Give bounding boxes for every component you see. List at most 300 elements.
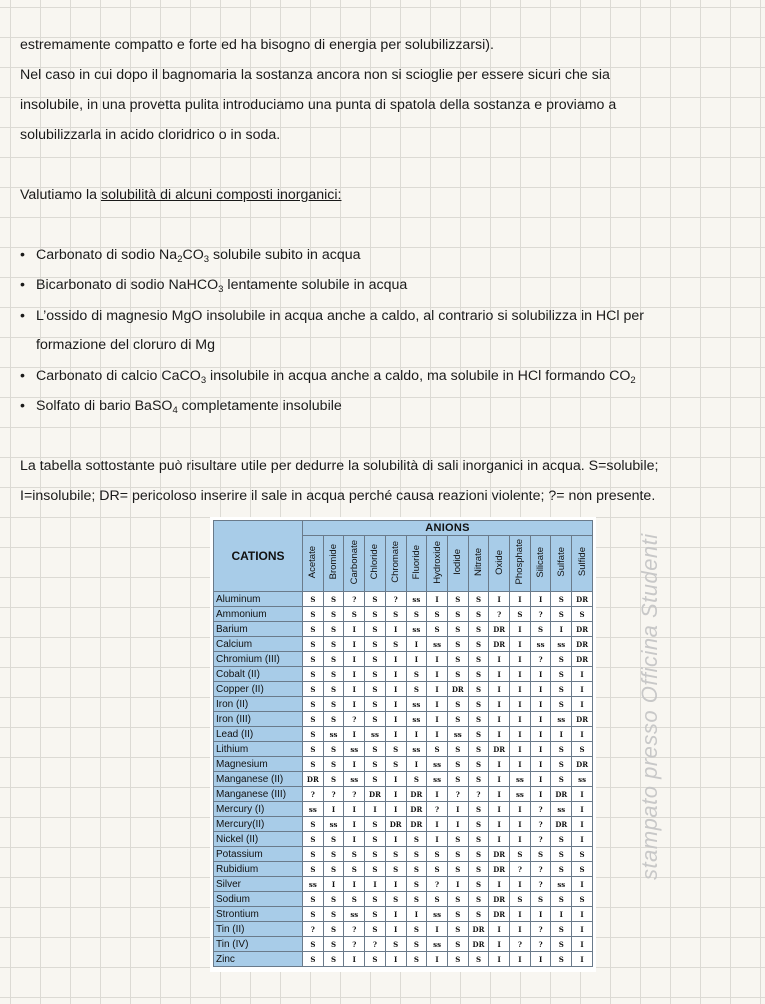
solubility-cell: S: [303, 862, 324, 877]
solubility-cell: DR: [551, 817, 572, 832]
solubility-cell: S: [447, 697, 468, 712]
cation-name: Tin (IV): [214, 937, 303, 952]
solubility-cell: I: [510, 757, 531, 772]
solubility-cell: S: [468, 742, 489, 757]
solubility-cell: S: [406, 952, 427, 967]
solubility-cell: I: [510, 667, 531, 682]
cation-name: Calcium: [214, 637, 303, 652]
table-row: [214, 892, 593, 907]
solubility-cell: S: [427, 742, 448, 757]
solubility-cell: ss: [365, 727, 386, 742]
cation-name: Iron (II): [214, 697, 303, 712]
solubility-cell: S: [303, 682, 324, 697]
anion-header: Hydroxide: [427, 536, 448, 592]
solubility-cell: ss: [530, 637, 551, 652]
table-row: [214, 862, 593, 877]
solubility-cell: ?: [344, 712, 365, 727]
solubility-cell: S: [303, 817, 324, 832]
solubility-cell: I: [344, 682, 365, 697]
solubility-cell: S: [510, 607, 531, 622]
solubility-cell: S: [468, 832, 489, 847]
solubility-cell: ?: [303, 787, 324, 802]
solubility-cell: I: [323, 802, 344, 817]
solubility-cell: S: [447, 892, 468, 907]
solubility-cell: S: [365, 832, 386, 847]
solubility-cell: S: [406, 937, 427, 952]
solubility-cell: DR: [447, 682, 468, 697]
solubility-cell: I: [344, 757, 365, 772]
solubility-cell: S: [572, 862, 593, 877]
solubility-cell: I: [385, 802, 406, 817]
solubility-cell: I: [489, 697, 510, 712]
solubility-cell: ?: [530, 877, 551, 892]
solubility-cell: S: [468, 847, 489, 862]
solubility-cell: S: [365, 892, 386, 907]
solubility-cell: S: [447, 862, 468, 877]
table-row: [214, 667, 593, 682]
solubility-cell: S: [303, 847, 324, 862]
solubility-cell: I: [572, 907, 593, 922]
solubility-cell: I: [344, 832, 365, 847]
solubility-cell: S: [468, 817, 489, 832]
solubility-cell: DR: [489, 892, 510, 907]
solubility-cell: DR: [468, 922, 489, 937]
solubility-cell: I: [406, 757, 427, 772]
solubility-cell: S: [303, 712, 324, 727]
solubility-cell: S: [365, 952, 386, 967]
solubility-cell: ss: [406, 697, 427, 712]
solubility-cell: I: [365, 802, 386, 817]
solubility-cell: ?: [323, 787, 344, 802]
paragraph-line-1: estremamente compatto e forte ed ha bisogno di energia per solubilizzarsi).: [20, 37, 494, 53]
cation-name: Barium: [214, 622, 303, 637]
solubility-cell: DR: [572, 622, 593, 637]
solubility-cell: S: [406, 682, 427, 697]
solubility-cell: I: [344, 637, 365, 652]
solubility-cell: ss: [551, 637, 572, 652]
solubility-cell: S: [303, 832, 324, 847]
solubility-cell: I: [385, 727, 406, 742]
cation-name: Ammonium: [214, 607, 303, 622]
solubility-cell: S: [468, 802, 489, 817]
solubility-cell: S: [365, 712, 386, 727]
solubility-cell: I: [344, 952, 365, 967]
solubility-cell: ss: [406, 742, 427, 757]
solubility-cell: I: [427, 682, 448, 697]
solubility-cell: S: [447, 772, 468, 787]
solubility-cell: I: [572, 667, 593, 682]
solubility-cell: S: [551, 862, 572, 877]
solubility-cell: I: [427, 727, 448, 742]
solubility-cell: S: [406, 832, 427, 847]
solubility-cell: S: [323, 682, 344, 697]
solubility-cell: S: [447, 832, 468, 847]
solubility-cell: ?: [530, 862, 551, 877]
solubility-cell: ss: [323, 817, 344, 832]
solubility-cell: DR: [385, 817, 406, 832]
solubility-cell: I: [551, 622, 572, 637]
solubility-cell: S: [447, 847, 468, 862]
cation-name: Lead (II): [214, 727, 303, 742]
solubility-cell: S: [447, 742, 468, 757]
solubility-cell: ss: [344, 772, 365, 787]
solubility-cell: S: [323, 622, 344, 637]
solubility-cell: S: [323, 697, 344, 712]
solubility-cell: I: [427, 667, 448, 682]
solubility-cell: ?: [510, 937, 531, 952]
solubility-cell: I: [530, 727, 551, 742]
solubility-cell: I: [406, 652, 427, 667]
solubility-cell: I: [489, 922, 510, 937]
solubility-cell: I: [530, 742, 551, 757]
solubility-cell: S: [551, 697, 572, 712]
solubility-cell: I: [572, 952, 593, 967]
bullet-icon: •: [20, 277, 25, 293]
solubility-cell: S: [468, 892, 489, 907]
solubility-cell: ss: [427, 937, 448, 952]
solubility-cell: S: [427, 847, 448, 862]
solubility-cell: S: [303, 652, 324, 667]
anions-header: ANIONS: [303, 521, 593, 536]
solubility-cell: I: [510, 712, 531, 727]
solubility-cell: S: [530, 847, 551, 862]
solubility-cell: S: [447, 637, 468, 652]
solubility-cell: S: [447, 757, 468, 772]
solubility-cell: S: [303, 727, 324, 742]
cation-name: Aluminum: [214, 592, 303, 607]
solubility-cell: S: [468, 607, 489, 622]
solubility-cell: I: [510, 802, 531, 817]
bullet-icon: •: [20, 398, 25, 414]
solubility-cell: S: [406, 847, 427, 862]
solubility-cell: DR: [406, 817, 427, 832]
solubility-cell: S: [447, 622, 468, 637]
solubility-cell: I: [510, 817, 531, 832]
cation-name: Tin (II): [214, 922, 303, 937]
solubility-cell: S: [323, 637, 344, 652]
solubility-cell: S: [365, 772, 386, 787]
table-row: [214, 622, 593, 637]
solubility-cell: S: [468, 727, 489, 742]
cation-name: Zinc: [214, 952, 303, 967]
solubility-cell: S: [468, 697, 489, 712]
solubility-cell: DR: [489, 907, 510, 922]
solubility-cell: S: [551, 667, 572, 682]
cation-name: Cobalt (II): [214, 667, 303, 682]
solubility-cell: S: [427, 607, 448, 622]
solubility-cell: I: [427, 652, 448, 667]
solubility-cell: S: [323, 757, 344, 772]
solubility-cell: I: [510, 697, 531, 712]
cation-name: Strontium: [214, 907, 303, 922]
solubility-cell: I: [510, 592, 531, 607]
solubility-cell: S: [385, 937, 406, 952]
solubility-cell: S: [323, 937, 344, 952]
solubility-cell: I: [447, 802, 468, 817]
solubility-cell: DR: [489, 847, 510, 862]
solubility-cell: S: [365, 742, 386, 757]
solubility-cell: S: [468, 667, 489, 682]
solubility-cell: S: [427, 862, 448, 877]
solubility-cell: I: [572, 922, 593, 937]
solubility-cell: S: [427, 622, 448, 637]
bullet-icon: •: [20, 247, 25, 263]
table-row: [214, 712, 593, 727]
solubility-cell: S: [303, 697, 324, 712]
table-row: [214, 592, 593, 607]
solubility-cell: S: [551, 937, 572, 952]
solubility-cell: S: [365, 622, 386, 637]
solubility-cell: S: [551, 652, 572, 667]
solubility-cell: I: [447, 877, 468, 892]
cation-name: Rubidium: [214, 862, 303, 877]
solubility-cell: ?: [468, 787, 489, 802]
cation-name: Chromium (III): [214, 652, 303, 667]
cation-name: Lithium: [214, 742, 303, 757]
solubility-cell: S: [365, 682, 386, 697]
solubility-cell: I: [530, 952, 551, 967]
solubility-cell: S: [468, 592, 489, 607]
solubility-cell: I: [530, 592, 551, 607]
table-row: [214, 952, 593, 967]
intro-prefix: Valutiamo la: [20, 187, 101, 203]
table-row: [214, 757, 593, 772]
solubility-cell: S: [530, 622, 551, 637]
solubility-cell: ?: [344, 787, 365, 802]
solubility-cell: S: [385, 757, 406, 772]
solubility-cell: S: [303, 952, 324, 967]
solubility-cell: S: [447, 922, 468, 937]
solubility-cell: S: [427, 892, 448, 907]
solubility-cell: DR: [406, 802, 427, 817]
bullet-icon: •: [20, 308, 25, 324]
solubility-cell: DR: [489, 622, 510, 637]
solubility-cell: I: [510, 907, 531, 922]
solubility-cell: DR: [406, 787, 427, 802]
anion-header: Phosphate: [510, 536, 531, 592]
solubility-cell: I: [572, 802, 593, 817]
solubility-cell: I: [489, 937, 510, 952]
solubility-cell: I: [489, 817, 510, 832]
solubility-cell: S: [447, 937, 468, 952]
solubility-cell: S: [323, 847, 344, 862]
table-row: [214, 727, 593, 742]
anion-header: Nitrate: [468, 536, 489, 592]
solubility-cell: ss: [551, 877, 572, 892]
solubility-cell: S: [551, 952, 572, 967]
solubility-cell: S: [385, 637, 406, 652]
solubility-cell: ss: [427, 637, 448, 652]
paragraph-line-2: Nel caso in cui dopo il bagnomaria la sostanza ancora non si scioglie per essere sicuri che sia: [20, 67, 610, 83]
cation-name: Mercury(II): [214, 817, 303, 832]
solubility-cell: I: [489, 772, 510, 787]
solubility-cell: S: [551, 847, 572, 862]
solubility-cell: I: [344, 622, 365, 637]
cation-name: Nickel (II): [214, 832, 303, 847]
solubility-cell: S: [468, 712, 489, 727]
solubility-cell: I: [510, 877, 531, 892]
solubility-cell: I: [572, 937, 593, 952]
solubility-cell: I: [510, 652, 531, 667]
solubility-cell: I: [427, 817, 448, 832]
solubility-cell: S: [344, 892, 365, 907]
solubility-cell: S: [344, 607, 365, 622]
solubility-cell: I: [510, 952, 531, 967]
bullet-continuation: formazione del cloruro di Mg: [36, 337, 215, 353]
table-row: [214, 907, 593, 922]
solubility-cell: S: [406, 877, 427, 892]
solubility-cell: DR: [572, 712, 593, 727]
solubility-cell: I: [385, 787, 406, 802]
solubility-cell: S: [365, 667, 386, 682]
solubility-cell: DR: [489, 637, 510, 652]
solubility-cell: ?: [344, 922, 365, 937]
solubility-cell: I: [489, 802, 510, 817]
solubility-cell: I: [530, 787, 551, 802]
solubility-cell: I: [427, 592, 448, 607]
cation-name: Sodium: [214, 892, 303, 907]
solubility-cell: S: [572, 847, 593, 862]
solubility-cell: S: [323, 907, 344, 922]
solubility-cell: I: [406, 907, 427, 922]
solubility-cell: S: [530, 892, 551, 907]
solubility-cell: S: [303, 592, 324, 607]
solubility-cell: S: [406, 922, 427, 937]
solubility-cell: ?: [365, 937, 386, 952]
solubility-cell: S: [468, 637, 489, 652]
table-row: [214, 787, 593, 802]
solubility-cell: I: [344, 817, 365, 832]
anion-header: Silicate: [530, 536, 551, 592]
anion-header: Chromate: [385, 536, 406, 592]
solubility-cell: ?: [303, 922, 324, 937]
solubility-cell: S: [365, 637, 386, 652]
solubility-cell: I: [572, 817, 593, 832]
solubility-cell: I: [510, 922, 531, 937]
intro-underlined: solubilità di alcuni composti inorganici:: [100, 187, 342, 203]
solubility-cell: S: [551, 757, 572, 772]
solubility-cell: I: [344, 877, 365, 892]
solubility-cell: S: [365, 922, 386, 937]
solubility-cell: ?: [530, 937, 551, 952]
solubility-cell: S: [323, 667, 344, 682]
solubility-cell: I: [551, 907, 572, 922]
solubility-cell: DR: [551, 787, 572, 802]
solubility-cell: ss: [510, 772, 531, 787]
solubility-cell: I: [427, 697, 448, 712]
cation-name: Potassium: [214, 847, 303, 862]
solubility-cell: S: [447, 607, 468, 622]
watermark: stampato presso Officina Studenti: [637, 533, 662, 880]
solubility-cell: ss: [427, 772, 448, 787]
solubility-cell: I: [385, 907, 406, 922]
intro-line: [20, 186, 342, 204]
solubility-cell: I: [406, 727, 427, 742]
solubility-cell: I: [385, 682, 406, 697]
solubility-cell: S: [385, 862, 406, 877]
solubility-cell: I: [530, 682, 551, 697]
bullet-item: • Solfato di bario BaSO$_4$ completamente insolubile: [20, 398, 342, 416]
solubility-cell: DR: [489, 862, 510, 877]
solubility-cell: I: [427, 922, 448, 937]
solubility-cell: S: [385, 742, 406, 757]
solubility-cell: S: [447, 592, 468, 607]
table-row: [214, 877, 593, 892]
solubility-cell: I: [385, 712, 406, 727]
solubility-cell: I: [447, 817, 468, 832]
solubility-cell: I: [385, 652, 406, 667]
table-row: [214, 637, 593, 652]
table-row: [214, 802, 593, 817]
solubility-cell: S: [447, 652, 468, 667]
solubility-cell: DR: [303, 772, 324, 787]
solubility-cell: S: [323, 952, 344, 967]
solubility-cell: I: [489, 757, 510, 772]
solubility-cell: I: [365, 877, 386, 892]
solubility-cell: S: [572, 892, 593, 907]
bullet-item: • L’ossido di magnesio MgO insolubile in acqua anche a caldo, al contrario si solubilizza in HCl per: [20, 308, 645, 324]
solubility-cell: S: [365, 907, 386, 922]
solubility-cell: S: [406, 772, 427, 787]
solubility-cell: I: [510, 727, 531, 742]
cation-name: Iron (III): [214, 712, 303, 727]
cation-name: Silver: [214, 877, 303, 892]
solubility-cell: S: [365, 652, 386, 667]
solubility-cell: ?: [530, 817, 551, 832]
solubility-cell: S: [572, 742, 593, 757]
solubility-cell: S: [551, 682, 572, 697]
solubility-cell: I: [385, 667, 406, 682]
solubility-cell: I: [427, 832, 448, 847]
solubility-cell: ss: [551, 802, 572, 817]
solubility-cell: S: [468, 652, 489, 667]
solubility-cell: S: [323, 607, 344, 622]
solubility-cell: ss: [323, 727, 344, 742]
solubility-cell: S: [551, 892, 572, 907]
solubility-cell: I: [385, 952, 406, 967]
solubility-cell: S: [365, 847, 386, 862]
solubility-cell: I: [344, 652, 365, 667]
solubility-cell: S: [365, 697, 386, 712]
solubility-cell: S: [303, 667, 324, 682]
solubility-cell: I: [427, 952, 448, 967]
solubility-cell: S: [551, 742, 572, 757]
bullet-icon: •: [20, 368, 25, 384]
solubility-cell: S: [468, 772, 489, 787]
solubility-cell: DR: [572, 652, 593, 667]
cation-name: Magnesium: [214, 757, 303, 772]
solubility-cell: S: [303, 757, 324, 772]
solubility-cell: I: [530, 712, 551, 727]
solubility-cell: S: [551, 592, 572, 607]
table-row: [214, 652, 593, 667]
solubility-cell: I: [344, 727, 365, 742]
solubility-cell: I: [510, 622, 531, 637]
bullet-item: • Carbonato di sodio $Na_2CO_3$ solubile subito in acqua: [20, 247, 361, 265]
solubility-cell: ss: [406, 712, 427, 727]
solubility-table-image: [210, 517, 596, 972]
table-row: [214, 817, 593, 832]
solubility-cell: I: [385, 697, 406, 712]
solubility-cell: ?: [427, 802, 448, 817]
cations-header: CATIONS: [214, 521, 303, 592]
solubility-cell: S: [406, 667, 427, 682]
solubility-cell: I: [323, 877, 344, 892]
solubility-cell: ?: [447, 787, 468, 802]
solubility-cell: ?: [427, 877, 448, 892]
solubility-cell: S: [303, 907, 324, 922]
solubility-cell: ?: [530, 652, 551, 667]
